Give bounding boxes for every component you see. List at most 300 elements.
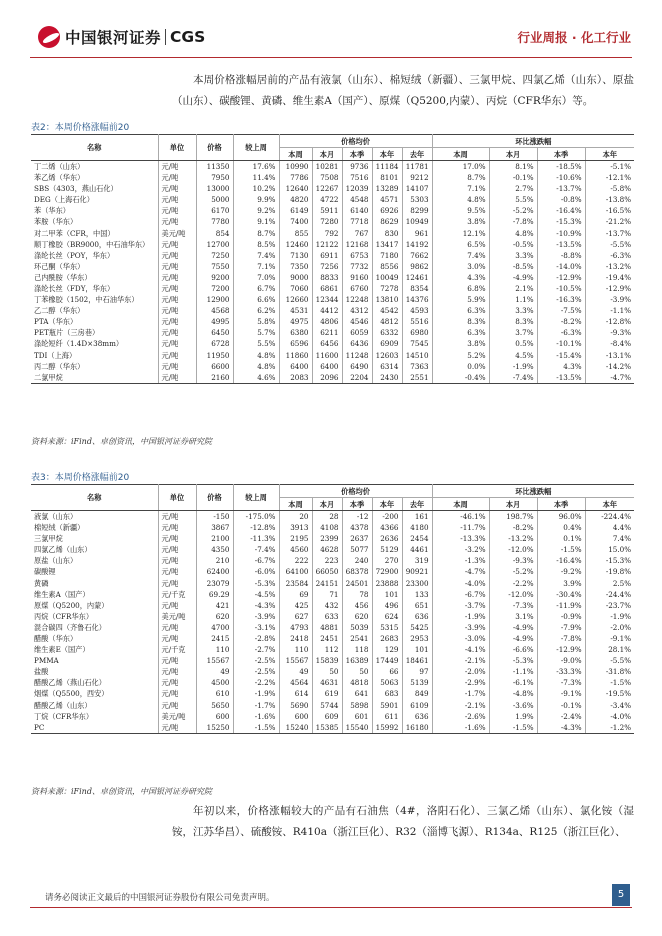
value-cell: -31.8% bbox=[605, 667, 632, 677]
table2-body bbox=[31, 161, 634, 384]
value-cell: 10.2% bbox=[233, 183, 279, 194]
subheader-chg-5: 本周 bbox=[432, 148, 489, 161]
value-cell: 4.5% bbox=[489, 350, 537, 361]
value-cell: -46.1% bbox=[432, 511, 489, 523]
value-cell: 11600 bbox=[312, 350, 342, 361]
value-cell: 2096 bbox=[312, 372, 342, 384]
value-cell: -2.5% bbox=[233, 666, 279, 677]
value-cell: -9.3% bbox=[610, 328, 632, 338]
table-row bbox=[31, 316, 634, 327]
value-cell: 6.8% bbox=[432, 283, 489, 294]
product-name: 对二甲苯（CFR，中国） bbox=[31, 227, 158, 238]
product-name: 苯胺（华东） bbox=[31, 216, 158, 227]
table-row bbox=[31, 250, 634, 261]
value-cell: -1.5% bbox=[233, 722, 279, 734]
value-cell: 4818 bbox=[342, 677, 372, 688]
value-cell: 8.1% bbox=[489, 161, 537, 173]
value-cell: 4546 bbox=[342, 316, 372, 327]
unit-cell: 美元/吨 bbox=[158, 611, 196, 622]
value-cell: 69 bbox=[279, 589, 312, 600]
value-cell: 7550 bbox=[196, 261, 233, 272]
value-cell: 2430 bbox=[372, 372, 402, 384]
value-cell: -13.7% bbox=[537, 183, 585, 194]
value-cell: -4.0% bbox=[610, 711, 632, 721]
header-wow: 较上周 bbox=[233, 135, 279, 161]
value-cell: -7.8% bbox=[537, 633, 585, 644]
value-cell: 4461 bbox=[402, 544, 432, 555]
value-cell: 14192 bbox=[402, 239, 432, 250]
value-cell: 6400 bbox=[279, 361, 312, 372]
value-cell: 64100 bbox=[279, 566, 312, 577]
value-cell: 8833 bbox=[312, 272, 342, 283]
value-cell: 5.2% bbox=[432, 350, 489, 361]
unit-cell: 元/吨 bbox=[158, 194, 196, 205]
value-cell: 5.7% bbox=[233, 327, 279, 338]
value-cell: 849 bbox=[402, 688, 432, 699]
product-name: 液氯（山东） bbox=[31, 511, 158, 523]
table2-source: 资料来源：iFind、卓创资讯，中国银河证券研究院 bbox=[31, 437, 212, 446]
unit-cell: 元/吨 bbox=[158, 600, 196, 611]
value-cell: 12122 bbox=[312, 239, 342, 250]
table-row bbox=[31, 644, 634, 655]
value-cell: 15250 bbox=[196, 722, 233, 734]
value-cell: 4593 bbox=[402, 305, 432, 316]
table-row bbox=[31, 666, 634, 677]
logo-english-name: CGS bbox=[170, 28, 206, 46]
value-cell: -19.5% bbox=[605, 689, 632, 699]
value-cell: 5315 bbox=[372, 622, 402, 633]
value-cell: 9.2% bbox=[233, 205, 279, 216]
value-cell: 7545 bbox=[402, 338, 432, 349]
value-cell: 2953 bbox=[402, 633, 432, 644]
value-cell: -15.4% bbox=[537, 350, 585, 361]
value-cell: -1.1% bbox=[489, 666, 537, 677]
value-cell: 96.0% bbox=[537, 511, 585, 523]
table-row bbox=[31, 239, 634, 250]
subheader-avg-3: 本年 bbox=[372, 148, 402, 161]
value-cell: 624 bbox=[372, 611, 402, 622]
value-cell: 7350 bbox=[279, 261, 312, 272]
unit-cell: 元/吨 bbox=[158, 722, 196, 734]
value-cell: 9.9% bbox=[233, 194, 279, 205]
value-cell: -12.9% bbox=[605, 283, 632, 293]
value-cell: 66 bbox=[372, 666, 402, 677]
value-cell: 830 bbox=[372, 227, 402, 238]
table-row bbox=[31, 327, 634, 338]
subheader-chg-8: 本年 bbox=[585, 148, 634, 161]
value-cell: 854 bbox=[196, 227, 233, 238]
value-cell: 7180 bbox=[372, 250, 402, 261]
unit-cell: 元/吨 bbox=[158, 522, 196, 533]
value-cell: 627 bbox=[279, 611, 312, 622]
product-name: 原盐（山东） bbox=[31, 555, 158, 566]
value-cell: -16.5% bbox=[605, 206, 632, 216]
value-cell: 2100 bbox=[196, 533, 233, 544]
subheader-chg-5: 本周 bbox=[432, 498, 489, 511]
value-cell: -21.2% bbox=[605, 217, 632, 227]
value-cell: 6109 bbox=[402, 700, 432, 711]
unit-cell: 元/吨 bbox=[158, 316, 196, 327]
value-cell: -0.1% bbox=[489, 172, 537, 183]
value-cell: 4700 bbox=[196, 622, 233, 633]
product-name: 环己酮（华东） bbox=[31, 261, 158, 272]
value-cell: 6.2% bbox=[233, 305, 279, 316]
value-cell: -4.9% bbox=[489, 622, 537, 633]
value-cell: 12248 bbox=[342, 294, 372, 305]
value-cell: 7780 bbox=[196, 216, 233, 227]
value-cell: 5129 bbox=[372, 544, 402, 555]
value-cell: 8.5% bbox=[233, 239, 279, 250]
product-name: 丙二醇（华东） bbox=[31, 361, 158, 372]
value-cell: 12344 bbox=[312, 294, 342, 305]
value-cell: 5.8% bbox=[233, 316, 279, 327]
value-cell: 9736 bbox=[342, 161, 372, 173]
value-cell: 792 bbox=[312, 227, 342, 238]
value-cell: 636 bbox=[402, 711, 432, 722]
value-cell: 600 bbox=[279, 711, 312, 722]
value-cell: 4548 bbox=[342, 194, 372, 205]
subheader-avg-2: 本季 bbox=[342, 498, 372, 511]
product-name: 碳酸锂 bbox=[31, 566, 158, 577]
table-row bbox=[31, 216, 634, 227]
table-row bbox=[31, 261, 634, 272]
value-cell: 5.9% bbox=[432, 294, 489, 305]
value-cell: 15385 bbox=[312, 722, 342, 734]
unit-cell: 元/吨 bbox=[158, 338, 196, 349]
value-cell: -12.8% bbox=[233, 522, 279, 533]
value-cell: -5.1% bbox=[610, 162, 632, 171]
value-cell: 6926 bbox=[372, 205, 402, 216]
table-row bbox=[31, 700, 634, 711]
value-cell: -3.9% bbox=[432, 622, 489, 633]
value-cell: 5516 bbox=[402, 316, 432, 327]
value-cell: 11950 bbox=[196, 350, 233, 361]
value-cell: 4.3% bbox=[432, 272, 489, 283]
value-cell: 4631 bbox=[312, 677, 342, 688]
value-cell: -2.2% bbox=[489, 577, 537, 588]
product-name: PTA（华东） bbox=[31, 316, 158, 327]
value-cell: 12640 bbox=[279, 183, 312, 194]
value-cell: 0.5% bbox=[489, 338, 537, 349]
value-cell: -0.5% bbox=[489, 239, 537, 250]
table-row bbox=[31, 544, 634, 555]
value-cell: 5690 bbox=[279, 700, 312, 711]
value-cell: 10949 bbox=[402, 216, 432, 227]
header-unit: 单位 bbox=[158, 135, 196, 161]
value-cell: -13.1% bbox=[605, 350, 632, 360]
value-cell: -9.1% bbox=[610, 633, 632, 643]
value-cell: 23079 bbox=[196, 577, 233, 588]
header-name: 名称 bbox=[31, 485, 158, 511]
value-cell: -1.5% bbox=[489, 722, 537, 734]
value-cell: 6728 bbox=[196, 338, 233, 349]
logo-chinese-name: 中国银河证券 bbox=[65, 29, 162, 47]
value-cell: 8101 bbox=[372, 172, 402, 183]
value-cell: 14376 bbox=[402, 294, 432, 305]
product-name: 混合碳四（齐鲁石化） bbox=[31, 622, 158, 633]
product-name: 烟煤（Q5500，西安） bbox=[31, 688, 158, 699]
value-cell: 4995 bbox=[196, 316, 233, 327]
unit-cell: 元/吨 bbox=[158, 161, 196, 173]
value-cell: 28.1% bbox=[608, 645, 632, 655]
value-cell: 4560 bbox=[279, 544, 312, 555]
value-cell: 69.29 bbox=[196, 589, 233, 600]
value-cell: 8556 bbox=[372, 261, 402, 272]
value-cell: 2415 bbox=[196, 633, 233, 644]
value-cell: -8.2% bbox=[489, 522, 537, 533]
header-unit: 单位 bbox=[158, 485, 196, 511]
value-cell: 2636 bbox=[372, 533, 402, 544]
value-cell: 4628 bbox=[312, 544, 342, 555]
subheader-avg-2: 本季 bbox=[342, 148, 372, 161]
value-cell: 90921 bbox=[402, 566, 432, 577]
value-cell: 9.1% bbox=[233, 216, 279, 227]
value-cell: 4.4% bbox=[612, 523, 632, 533]
value-cell: 6980 bbox=[402, 327, 432, 338]
value-cell: 15567 bbox=[279, 655, 312, 666]
value-cell: 7516 bbox=[342, 172, 372, 183]
value-cell: 15.0% bbox=[608, 545, 632, 555]
value-cell: -1.7% bbox=[432, 688, 489, 699]
value-cell: -7.3% bbox=[489, 600, 537, 611]
table3-body bbox=[31, 511, 634, 734]
value-cell: -5.8% bbox=[610, 184, 632, 194]
value-cell: -1.1% bbox=[610, 306, 632, 316]
value-cell: 5303 bbox=[402, 194, 432, 205]
value-cell: 432 bbox=[312, 600, 342, 611]
value-cell: 50 bbox=[342, 666, 372, 677]
value-cell: -2.9% bbox=[432, 677, 489, 688]
value-cell: 9.5% bbox=[432, 205, 489, 216]
value-cell: -2.1% bbox=[432, 655, 489, 666]
value-cell: -12.0% bbox=[489, 589, 537, 600]
value-cell: 7130 bbox=[279, 250, 312, 261]
table-row bbox=[31, 555, 634, 566]
value-cell: 8354 bbox=[402, 283, 432, 294]
value-cell: 15567 bbox=[196, 655, 233, 666]
subheader-avg-1: 本月 bbox=[312, 148, 342, 161]
value-cell: -5.3% bbox=[489, 655, 537, 666]
value-cell: -1.9% bbox=[233, 688, 279, 699]
product-name: 维生素A（国产） bbox=[31, 589, 158, 600]
value-cell: 9862 bbox=[402, 261, 432, 272]
value-cell: -15.3% bbox=[605, 556, 632, 566]
value-cell: -0.9% bbox=[537, 611, 585, 622]
unit-cell: 元/吨 bbox=[158, 283, 196, 294]
unit-cell: 元/吨 bbox=[158, 205, 196, 216]
table-row bbox=[31, 227, 634, 238]
value-cell: 6059 bbox=[342, 327, 372, 338]
value-cell: 16389 bbox=[342, 655, 372, 666]
value-cell: -24.4% bbox=[605, 589, 632, 599]
value-cell: 6.3% bbox=[432, 305, 489, 316]
value-cell: 78 bbox=[342, 589, 372, 600]
table-row bbox=[31, 350, 634, 361]
value-cell: 2451 bbox=[312, 633, 342, 644]
value-cell: -5.5% bbox=[610, 656, 632, 666]
value-cell: 4975 bbox=[279, 316, 312, 327]
product-name: SBS（4303，燕山石化） bbox=[31, 183, 158, 194]
value-cell: -11.7% bbox=[432, 522, 489, 533]
header-name: 名称 bbox=[31, 135, 158, 161]
table-row bbox=[31, 372, 634, 384]
value-cell: 4378 bbox=[342, 522, 372, 533]
value-cell: -12.9% bbox=[537, 644, 585, 655]
value-cell: 620 bbox=[196, 611, 233, 622]
value-cell: -7.8% bbox=[489, 216, 537, 227]
value-cell: 3.8% bbox=[432, 338, 489, 349]
value-cell: 13289 bbox=[372, 183, 402, 194]
product-name: 涤纶长丝（FDY，华东） bbox=[31, 283, 158, 294]
value-cell: 15992 bbox=[372, 722, 402, 734]
value-cell: 11350 bbox=[196, 161, 233, 173]
unit-cell: 元/吨 bbox=[158, 294, 196, 305]
value-cell: -8.2% bbox=[537, 316, 585, 327]
value-cell: 2.5% bbox=[612, 578, 632, 588]
value-cell: 2541 bbox=[342, 633, 372, 644]
value-cell: -4.9% bbox=[489, 633, 537, 644]
value-cell: -0.8% bbox=[537, 194, 585, 205]
value-cell: -1.7% bbox=[233, 700, 279, 711]
value-cell: -13.3% bbox=[432, 533, 489, 544]
price-rise-table-3 bbox=[31, 484, 634, 734]
value-cell: 5077 bbox=[342, 544, 372, 555]
unit-cell: 元/吨 bbox=[158, 327, 196, 338]
unit-cell: 元/吨 bbox=[158, 655, 196, 666]
value-cell: 4812 bbox=[372, 316, 402, 327]
value-cell: 7718 bbox=[342, 216, 372, 227]
unit-cell: 元/吨 bbox=[158, 555, 196, 566]
value-cell: 5000 bbox=[196, 194, 233, 205]
value-cell: 23300 bbox=[402, 577, 432, 588]
value-cell: 24501 bbox=[342, 577, 372, 588]
value-cell: 5139 bbox=[402, 677, 432, 688]
value-cell: -0.4% bbox=[432, 372, 489, 384]
value-cell: 11860 bbox=[279, 350, 312, 361]
value-cell: 425 bbox=[279, 600, 312, 611]
value-cell: 7278 bbox=[372, 283, 402, 294]
unit-cell: 元/吨 bbox=[158, 566, 196, 577]
value-cell: 4500 bbox=[196, 677, 233, 688]
value-cell: 14510 bbox=[402, 350, 432, 361]
cgs-logo-icon bbox=[38, 26, 60, 48]
value-cell: 6490 bbox=[342, 361, 372, 372]
value-cell: 8.3% bbox=[432, 316, 489, 327]
intro-paragraph: 本周价格涨幅居前的产品有液氯（山东）、棉短绒（新疆）、三氯甲烷、四氯乙烯（山东）、原盐（山东）、碳酸锂、黄磷、维生素A（国产）、原煤（Q5200,内蒙）、丙烷（CFR华东）等。 bbox=[172, 74, 634, 107]
value-cell: 421 bbox=[196, 600, 233, 611]
value-cell: 223 bbox=[312, 555, 342, 566]
unit-cell: 元/吨 bbox=[158, 216, 196, 227]
value-cell: 49 bbox=[196, 666, 233, 677]
value-cell: -10.1% bbox=[537, 338, 585, 349]
product-name: 维生素E（国产） bbox=[31, 644, 158, 655]
value-cell: 6.6% bbox=[233, 294, 279, 305]
unit-cell: 元/吨 bbox=[158, 361, 196, 372]
value-cell: 16180 bbox=[402, 722, 432, 734]
value-cell: -6.7% bbox=[432, 589, 489, 600]
subheader-avg-4: 去年 bbox=[402, 148, 432, 161]
value-cell: 6.5% bbox=[432, 239, 489, 250]
product-name: 丙烷（CFR华东） bbox=[31, 611, 158, 622]
value-cell: 15540 bbox=[342, 722, 372, 734]
value-cell: 6911 bbox=[312, 250, 342, 261]
disclaimer-text: 请务必阅读正文最后的中国银河证券股份有限公司免责声明。 bbox=[45, 893, 275, 903]
subheader-avg-3: 本年 bbox=[372, 498, 402, 511]
value-cell: 11781 bbox=[402, 161, 432, 173]
value-cell: 10990 bbox=[279, 161, 312, 173]
value-cell: 66050 bbox=[312, 566, 342, 577]
value-cell: -3.6% bbox=[489, 700, 537, 711]
value-cell: -1.6% bbox=[233, 711, 279, 722]
value-cell: 6211 bbox=[312, 327, 342, 338]
unit-cell: 元/吨 bbox=[158, 544, 196, 555]
product-name: 棉短绒（新疆） bbox=[31, 522, 158, 533]
value-cell: -9.1% bbox=[537, 688, 585, 699]
value-cell: 23584 bbox=[279, 577, 312, 588]
value-cell: -4.7% bbox=[585, 372, 634, 384]
value-cell: -8.4% bbox=[610, 339, 632, 349]
value-cell: 600 bbox=[196, 711, 233, 722]
table-row bbox=[31, 688, 634, 699]
subheader-avg-1: 本月 bbox=[312, 498, 342, 511]
product-name: PMMA bbox=[31, 655, 158, 666]
product-name: 乙二醇（华东） bbox=[31, 305, 158, 316]
value-cell: -23.7% bbox=[605, 600, 632, 610]
value-cell: 7250 bbox=[196, 250, 233, 261]
value-cell: 110 bbox=[196, 644, 233, 655]
header-avg-group: 价格均价 bbox=[279, 135, 432, 148]
product-name: 丁二烯（山东） bbox=[31, 161, 158, 173]
table-row bbox=[31, 194, 634, 205]
value-cell: 614 bbox=[279, 688, 312, 699]
value-cell: -4.8% bbox=[489, 688, 537, 699]
value-cell: 4412 bbox=[312, 305, 342, 316]
unit-cell: 元/吨 bbox=[158, 250, 196, 261]
value-cell: 62400 bbox=[196, 566, 233, 577]
logo-divider bbox=[165, 29, 166, 45]
unit-cell: 元/千克 bbox=[158, 589, 196, 600]
value-cell: 4.8% bbox=[233, 361, 279, 372]
header-wow: 较上周 bbox=[233, 485, 279, 511]
value-cell: -6.3% bbox=[537, 327, 585, 338]
value-cell: 4.8% bbox=[432, 194, 489, 205]
ytd-paragraph: 年初以来，价格涨幅较大的产品有石油焦（4#，洛阳石化）、三氯乙烯（山东）、氯化铵（湿铵，江苏华昌）、硫酸铵、R410a（浙江巨化）、R32（淄博飞源）、R134a、R125（浙江巨化）、 bbox=[172, 805, 634, 838]
table-row bbox=[31, 566, 634, 577]
table-row bbox=[31, 677, 634, 688]
value-cell: 129 bbox=[372, 644, 402, 655]
value-cell: -2.2% bbox=[233, 677, 279, 688]
value-cell: -175.0% bbox=[233, 511, 279, 523]
value-cell: 7060 bbox=[279, 283, 312, 294]
value-cell: -7.9% bbox=[537, 622, 585, 633]
value-cell: -3.4% bbox=[610, 700, 632, 710]
value-cell: 3913 bbox=[279, 522, 312, 533]
unit-cell: 元/吨 bbox=[158, 272, 196, 283]
product-name: 三氯甲烷 bbox=[31, 533, 158, 544]
unit-cell: 元/吨 bbox=[158, 666, 196, 677]
value-cell: 4.6% bbox=[233, 372, 279, 384]
value-cell: -6.7% bbox=[233, 555, 279, 566]
unit-cell: 元/吨 bbox=[158, 511, 196, 523]
table3-source: 资料来源：iFind、卓创资讯，中国银河证券研究院 bbox=[31, 787, 212, 796]
value-cell: 5898 bbox=[342, 700, 372, 711]
value-cell: 7.0% bbox=[233, 272, 279, 283]
value-cell: -9.2% bbox=[537, 566, 585, 577]
value-cell: -14.2% bbox=[605, 361, 632, 371]
header-price: 价格 bbox=[196, 135, 233, 161]
value-cell: 3.8% bbox=[432, 216, 489, 227]
value-cell: -10.6% bbox=[537, 172, 585, 183]
